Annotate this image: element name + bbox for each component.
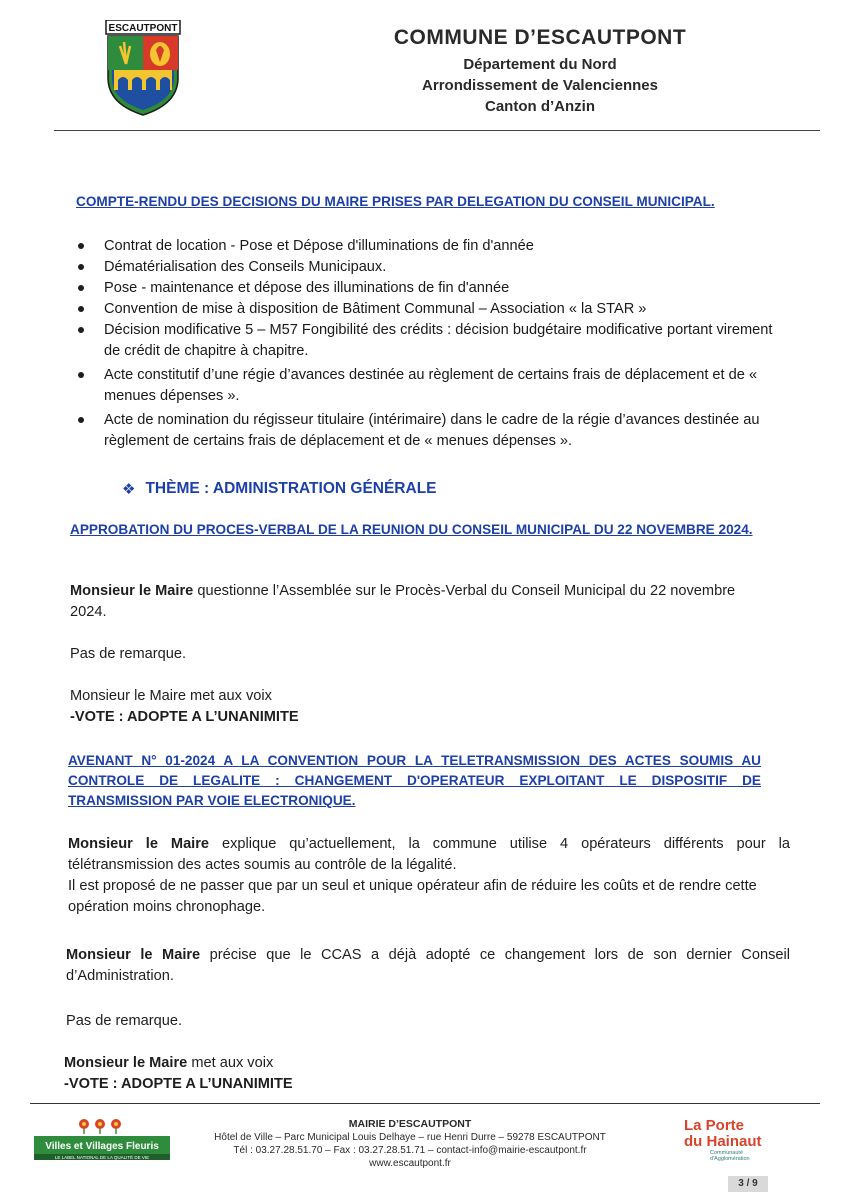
bullet-icon: [78, 306, 84, 312]
la-porte-du-hainaut-logo: La Porte du Hainaut Communauté d'Agglomération: [684, 1117, 762, 1162]
footer-contact: Tél : 03.27.28.51.70 – Fax : 03.27.28.51.71 – contact-info@mairie-escautpont.fr: [233, 1145, 587, 1156]
escautpont-crest-logo: [104, 20, 182, 116]
avenant-proposal: Il est proposé de ne passer que par un seul et unique opérateur afin de réduire les coûts et de rendre cette opération moins chronophage.: [68, 878, 757, 915]
theme-label: THÈME : ADMINISTRATION GÉNÉRALE: [145, 480, 437, 497]
avenant-paragraph: Monsieur le Maire explique qu’actuellement, la commune utilise 4 opérateurs différents pour la télétransmission des actes soumis au contrôle de la légalité.: [68, 836, 790, 873]
theme-heading: [122, 480, 437, 498]
bullet-icon: [78, 264, 84, 270]
vote-result: -VOTE : ADOPTE A L’UNANIMITE: [64, 1076, 293, 1092]
bullet-icon: [78, 243, 84, 249]
list-item: Dématérialisation des Conseils Municipaux.: [76, 257, 776, 278]
commune-title: COMMUNE D’ESCAUTPONT: [393, 26, 687, 49]
list-item: Acte de nomination du régisseur titulaire (intérimaire) dans le cadre de la régie d’avances destinée au règlement de certains frais de déplacement et de « menues dépenses ».: [76, 410, 776, 452]
page-number: 3 / 9: [728, 1176, 768, 1192]
footer-title: MAIRIE D’ESCAUTPONT: [348, 1118, 472, 1130]
footer-contact-block: [200, 1118, 620, 1170]
decisions-heading: COMPTE-RENDU DES DECISIONS DU MAIRE PRISES PAR DELEGATION DU CONSEIL MUNICIPAL.: [76, 194, 715, 209]
no-remark-text: Pas de remarque.: [66, 1013, 183, 1029]
vote-intro-text: Monsieur le Maire met aux voix: [64, 1055, 274, 1071]
decisions-list: [76, 236, 776, 452]
bullet-icon: [78, 327, 84, 333]
bullet-icon: [78, 372, 84, 378]
avenant-heading: AVENANT N° 01-2024 A LA CONVENTION POUR LA TELETRANSMISSION DES ACTES SOUMIS AU CONTROLE DE LEGALITE : CHANGEMENT D'OPERATEUR EXPLOITANT LE DISPOSITIF DE TRANSMISSION PAR VOIE ELECTRONIQUE.: [68, 753, 761, 808]
bullet-icon: [78, 417, 84, 423]
no-remark-text: Pas de remarque.: [70, 646, 187, 662]
arrondissement-line: Arrondissement de Valenciennes: [422, 77, 658, 94]
pv-paragraph: Monsieur le Maire questionne l’Assemblée sur le Procès-Verbal du Conseil Municipal du 22 novembre 2024.: [70, 583, 736, 620]
maire-label: Monsieur le Maire: [70, 583, 194, 599]
vote-intro-text: Monsieur le Maire met aux voix: [70, 688, 272, 704]
bullet-icon: [78, 285, 84, 291]
header-divider: [54, 130, 820, 131]
list-item: Décision modificative 5 – M57 Fongibilité des crédits : décision budgétaire modificative portant virement de crédit de chapitre à chapitre.: [76, 320, 776, 362]
flower-icon: [79, 1119, 121, 1134]
svg-text:Villes et Villages Fleuris: Villes et Villages Fleuris: [45, 1141, 159, 1152]
list-item: Pose - maintenance et dépose des illuminations de fin d'année: [76, 278, 776, 299]
list-item: Contrat de location - Pose et Dépose d'illuminations de fin d'année: [76, 236, 776, 257]
villes-villages-fleuris-logo: [34, 1116, 170, 1162]
footer-website-link[interactable]: www.escautpont.fr: [369, 1158, 451, 1169]
vote-result: -VOTE : ADOPTE A L’UNANIMITE: [70, 709, 299, 725]
maire-label: Monsieur le Maire: [66, 947, 201, 963]
footer-divider: [30, 1103, 820, 1104]
list-item: Acte constitutif d’une régie d’avances destinée au règlement de certains frais de déplacement et de « menues dépenses ».: [76, 365, 776, 407]
svg-text:ESCAUTPONT: ESCAUTPONT: [108, 23, 178, 34]
departement-line: Département du Nord: [463, 56, 617, 73]
footer-address: Hôtel de Ville – Parc Municipal Louis Delhaye – rue Henri Durre – 59278 ESCAUTPONT: [214, 1132, 606, 1143]
list-item: Convention de mise à disposition de Bâtiment Communal – Association « la STAR »: [76, 299, 776, 320]
ccas-paragraph: Monsieur le Maire précise que le CCAS a déjà adopté ce changement lors de son dernier Conseil d’Administration.: [66, 947, 790, 984]
diamond-bullet-icon: ❖: [122, 481, 136, 498]
pv-approval-heading: APPROBATION DU PROCES-VERBAL DE LA REUNION DU CONSEIL MUNICIPAL DU 22 NOVEMBRE 2024.: [70, 522, 753, 537]
svg-text:LE LABEL NATIONAL DE LA QUALIT: LE LABEL NATIONAL DE LA QUALITÉ DE VIE: [54, 1155, 150, 1160]
maire-label: Monsieur le Maire: [68, 836, 210, 852]
canton-line: Canton d’Anzin: [485, 98, 595, 115]
